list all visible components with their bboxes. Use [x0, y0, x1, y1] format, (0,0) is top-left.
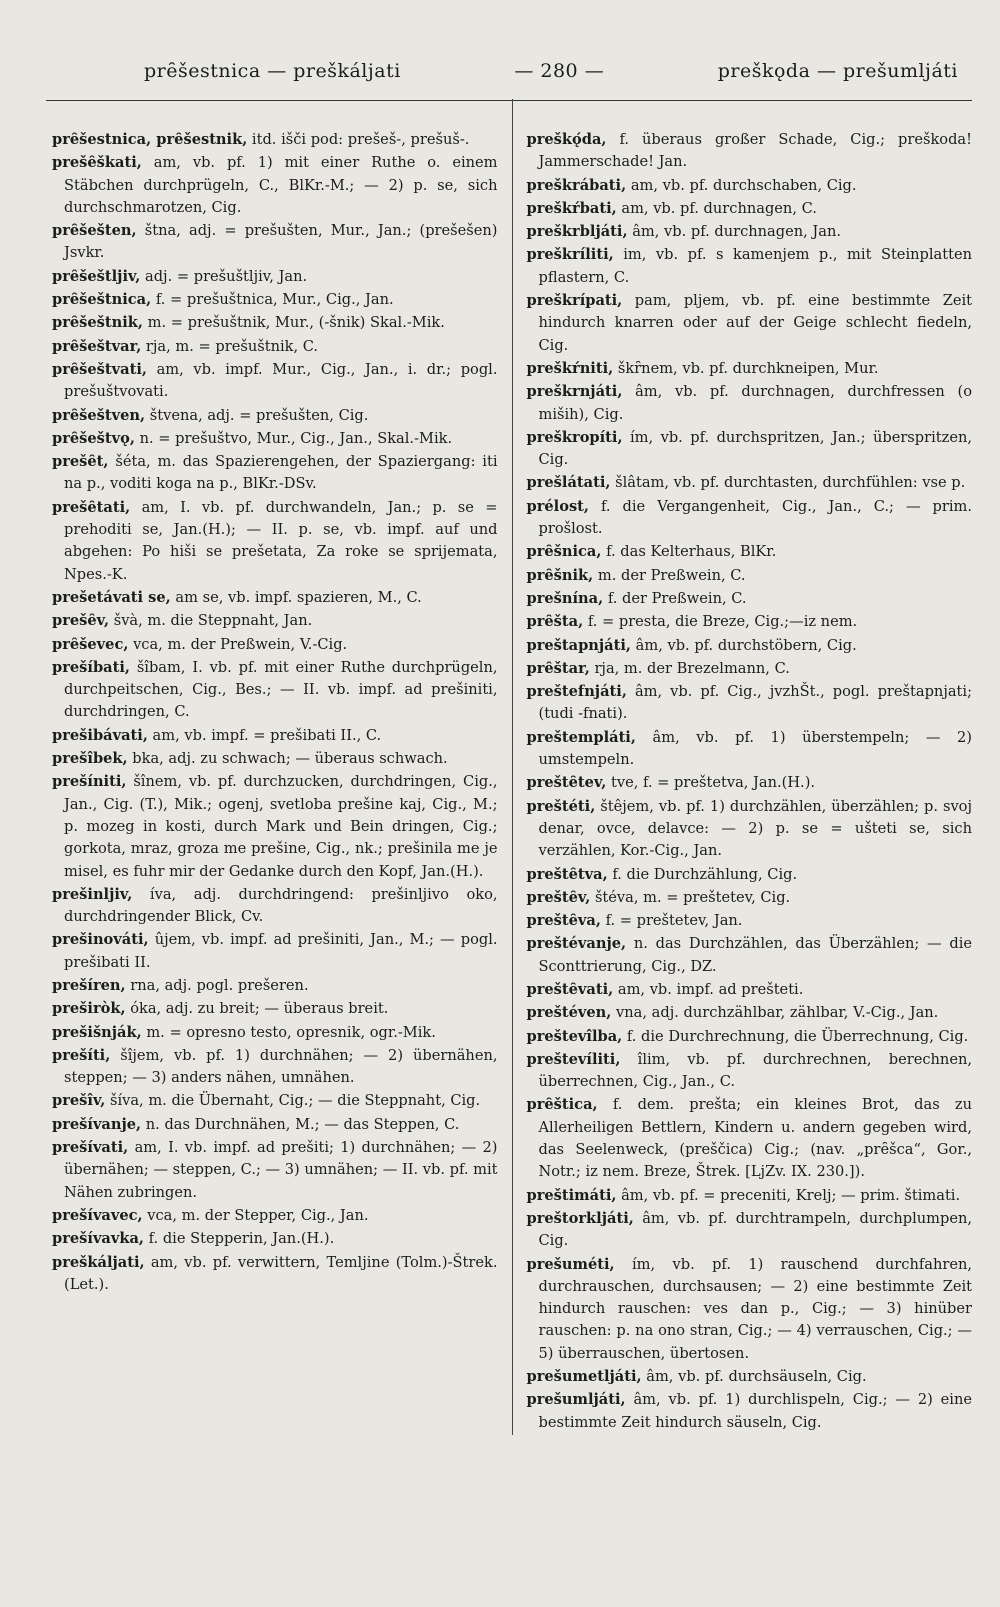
dictionary-entry	[52, 657, 498, 724]
entry-definition: pam, pljem, vb. pf. eine bestimmte Zeit hindurch knarren oder auf der Geige schlecht fiedeln, Cig.	[538, 292, 973, 354]
dictionary-entry	[52, 771, 498, 882]
entry-headword: prešívavka,	[52, 1230, 145, 1248]
entry-definition: f. dem. prešta; ein kleines Brot, das zu Allerheiligen Bettlern, Kindern u. andern gegeben wird, das Seelenweck, (preščica) Cig.; (nav. „prȇšca“, Gor., Notr.; iz nem. Breze, Štrek. [LjZv. IX. 230.]).	[538, 1096, 972, 1181]
dictionary-entry	[52, 1090, 498, 1112]
dictionary-entry	[52, 152, 498, 219]
entry-definition: f. = presta, die Breze, Cig.;—iz nem.	[587, 613, 858, 631]
dictionary-entry	[527, 1185, 973, 1207]
right-column	[527, 129, 973, 1435]
entry-headword: prešumljáti,	[526, 1391, 626, 1409]
entry-definition: âm, vb. pf. = preceniti, Krelj; — prim. štimati.	[621, 1186, 961, 1204]
dictionary-entry	[52, 610, 498, 632]
entry-headword: prešívavec,	[52, 1206, 143, 1224]
entry-headword: prešívanje,	[52, 1115, 142, 1133]
entry-headword: prešlátati,	[526, 474, 611, 492]
entry-definition: ím, vb. pf. 1) rauschend durchfahren, durchrauschen, durchsausen; — 2) eine bestimmte Zeit hindurch rauschen: ves dan p., Cig.; — 3) hinüber rauschen: p. na ono stran, Cig.; — 4) verrauschen, Cig.; — 5) überrauschen, übertosen.	[538, 1255, 972, 1362]
entry-definition: am, vb. impf. Mur., Cig., Jan., i. dr.; pogl. prešuštvovati.	[64, 360, 498, 401]
dictionary-entry	[527, 175, 973, 197]
dictionary-entry	[527, 129, 973, 174]
entry-definition: n. = prešuštvo, Mur., Cig., Jan., Skal.-Mik.	[139, 429, 453, 447]
dictionary-entry	[52, 1252, 498, 1297]
entry-headword: preštȇtva,	[526, 865, 608, 883]
entry-headword: prešîv,	[52, 1092, 106, 1110]
entry-definition: am, vb. impf. ad prešteti.	[617, 980, 804, 998]
dictionary-entry	[52, 359, 498, 404]
entry-headword: preškŕbati,	[526, 199, 617, 217]
entry-definition: am, vb. pf. durchschaben, Cig.	[630, 176, 857, 194]
entry-definition: âm, vb. pf. durchsäuseln, Cig.	[646, 1368, 867, 1386]
entry-definition: n. das Durchnähen, M.; — das Steppen, C.	[145, 1115, 460, 1133]
entry-definition: am, vb. pf. durchnagen, C.	[621, 199, 817, 217]
entry-definition: ûjem, vb. impf. ad prešiniti, Jan., M.; — pogl. prešibati II.	[64, 931, 498, 971]
entry-definition: f. = prešuštnica, Mur., Cig., Jan.	[155, 291, 394, 309]
dictionary-entry	[527, 198, 973, 220]
entry-headword: preštȇv,	[526, 888, 591, 906]
entry-definition: am, I. vb. impf. ad prešiti; 1) durchnähen; — 2) übernähen; — steppen, C.; — 3) umnähen; — II. vb. pf. mit Nähen zubringen.	[64, 1139, 498, 1201]
dictionary-entry	[52, 587, 498, 609]
dictionary-entry	[527, 541, 973, 563]
dictionary-entry	[527, 635, 973, 657]
dictionary-entry	[52, 975, 498, 997]
entry-definition: am se, vb. impf. spazieren, M., C.	[175, 588, 422, 606]
entry-headword: prȇšeštvǫ,	[52, 429, 135, 447]
entry-headword: preškáljati,	[52, 1253, 145, 1271]
entry-headword: prešȇt,	[52, 453, 109, 471]
entry-definition: rja, m. der Brezelmann, C.	[594, 659, 790, 677]
entry-definition: vna, adj. durchzählbar, zählbar, V.-Cig., Jan.	[616, 1004, 939, 1022]
entry-headword: preširòk,	[52, 1000, 126, 1018]
entry-definition: šíva, m. die Übernaht, Cig.; — die Steppnaht, Cig.	[109, 1092, 481, 1110]
entry-definition: vca, m. der Preßwein, V.-Cig.	[133, 635, 348, 653]
entry-headword: preštévanje,	[526, 935, 627, 953]
entry-headword: preškríliti,	[526, 246, 614, 264]
entry-headword: preštapnjáti,	[526, 636, 632, 654]
entry-headword: preštȇva,	[526, 912, 601, 930]
entry-headword: prešíniti,	[52, 773, 127, 791]
entry-headword: preškrábati,	[526, 176, 627, 194]
entry-definition: îlim, vb. pf. durchrechnen, berechnen, überrechnen, Cig., Jan., C.	[538, 1050, 972, 1091]
entry-definition: škȓnem, vb. pf. durchkneipen, Mur.	[617, 359, 879, 377]
dictionary-entry	[527, 290, 973, 357]
dictionary-entry	[52, 289, 498, 311]
entry-headword: preštefnjáti,	[526, 683, 627, 701]
entry-definition: švà, m. die Steppnaht, Jan.	[113, 612, 313, 630]
entry-definition: n. das Durchzählen, das Überzählen; — die Sconttrierung, Cig., DZ.	[538, 935, 972, 975]
entry-headword: prešȇškati,	[52, 154, 142, 172]
dictionary-entry	[527, 358, 973, 380]
header-left-guide-words: prȇšestnica — preškáljati	[144, 60, 401, 82]
entry-headword: preškrípati,	[526, 292, 623, 310]
entry-definition: f. die Durchrechnung, die Überrechnung, Cig.	[626, 1027, 969, 1045]
entry-headword: preštéti,	[526, 797, 596, 815]
entry-definition: f. die Vergangenheit, Cig., Jan., C.; — prim. prošlost.	[538, 497, 973, 538]
entry-definition: âm, vb. pf. 1) durchlispeln, Cig.; — 2) eine bestimmte Zeit hindurch säuseln, Cig.	[538, 1391, 972, 1431]
dictionary-entry	[527, 772, 973, 794]
dictionary-entry	[527, 796, 973, 863]
dictionary-entry	[527, 979, 973, 1001]
entry-headword: prȇštica,	[526, 1096, 598, 1114]
entry-definition: štna, adj. = prešušten, Mur., Jan.; (prešešen) Jsvkr.	[64, 222, 498, 262]
entry-headword: preškropíti,	[526, 428, 623, 446]
entry-headword: prešȇtati,	[52, 498, 131, 516]
entry-headword: prȇšešten,	[52, 222, 137, 240]
dictionary-entry	[52, 1228, 498, 1250]
entry-definition: tve, f. = preštetva, Jan.(H.).	[610, 774, 816, 792]
entry-definition: am, vb. pf. verwittern, Temljine (Tolm.)-Štrek.(Let.).	[64, 1253, 498, 1293]
dictionary-entry	[52, 129, 498, 151]
entry-definition: f. das Kelterhaus, BlKr.	[606, 543, 777, 561]
dictionary-entry	[52, 405, 498, 427]
entry-definition: âm, vb. pf. durchtrampeln, durchplumpen, Cig.	[538, 1209, 972, 1250]
entry-definition: f. = preštetev, Jan.	[605, 912, 743, 930]
entry-headword: prȇšeštvati,	[52, 360, 147, 378]
dictionary-entry	[52, 336, 498, 358]
dictionary-entry	[527, 658, 973, 680]
entry-definition: štêjem, vb. pf. 1) durchzählen, überzählen; p. svoj denar, ovce, delavce: — 2) p. se = ušteti se, sich verzählen, Kor.-Cig., Jan.	[538, 797, 972, 860]
entry-definition: f. der Preßwein, C.	[607, 589, 747, 607]
entry-definition: itd. išči pod: prešeš-, prešuš-.	[251, 131, 470, 148]
entry-headword: prešȇv,	[52, 612, 110, 630]
entry-definition: âm, vb. pf. durchstöbern, Cig.	[635, 636, 857, 654]
dictionary-entry	[52, 725, 498, 747]
entry-headword: prȇštar,	[526, 659, 590, 677]
dictionary-entry	[527, 496, 973, 541]
dictionary-entry	[52, 1205, 498, 1227]
dictionary-entry	[527, 611, 973, 633]
entry-definition: f. überaus großer Schade, Cig.; preškoda! Jammerschade! Jan.	[538, 131, 972, 171]
entry-definition: rna, adj. pogl. prešeren.	[130, 976, 309, 994]
dictionary-entry	[527, 681, 973, 726]
entry-headword: prešnína,	[526, 589, 604, 607]
dictionary-entry	[527, 1208, 973, 1253]
entry-definition: šîbam, I. vb. pf. mit einer Ruthe durchprügeln, durchpeitschen, Cig., Bes.; — II. vb. impf. ad prešiniti, durchdringen, C.	[64, 658, 498, 721]
entry-headword: prȇšta,	[526, 613, 584, 631]
entry-headword: prešinljiv,	[52, 885, 133, 903]
entry-definition: šlâtam, vb. pf. durchtasten, durchfühlen: vse p.	[615, 474, 966, 492]
dictionary-entry	[52, 1022, 498, 1044]
entry-headword: prešibávati,	[52, 726, 148, 744]
entry-definition: vca, m. der Stepper, Cig., Jan.	[147, 1206, 369, 1224]
dictionary-entry	[52, 220, 498, 265]
entry-headword: prešíbati,	[52, 658, 130, 676]
column-divider	[512, 99, 513, 1435]
entry-headword: preštimáti,	[526, 1186, 617, 1204]
entry-definition: íva, adj. durchdringend: prešinljivo oko, durchdringender Blick, Cv.	[64, 885, 498, 926]
two-column-body	[46, 129, 972, 1435]
dictionary-entry	[527, 1366, 973, 1388]
entry-headword: prélost,	[526, 497, 589, 515]
entry-headword: prešinováti,	[52, 931, 149, 949]
entry-headword: prȇševec,	[52, 635, 129, 653]
entry-headword: prȇšeštnica,	[52, 291, 152, 309]
entry-definition: f. die Durchzählung, Cig.	[612, 865, 798, 883]
entry-definition: f. die Stepperin, Jan.(H.).	[148, 1230, 335, 1248]
entry-definition: štéva, m. = preštetev, Cig.	[594, 888, 791, 906]
entry-definition: šîjem, vb. pf. 1) durchnähen; — 2) übernähen, steppen; — 3) anders nähen, umnähen.	[64, 1046, 498, 1087]
entry-headword: prešetávati se,	[52, 588, 171, 606]
entry-definition: m. = prešuštnik, Mur., (-šnik) Skal.-Mik.	[147, 314, 445, 332]
dictionary-entry	[52, 266, 498, 288]
dictionary-entry	[52, 929, 498, 974]
dictionary-entry	[527, 1094, 973, 1183]
entry-definition: âm, vb. pf. 1) überstempeln; — 2) umstempeln.	[538, 728, 973, 769]
running-head	[46, 60, 972, 96]
entry-headword: prȇšestnica, prȇšestnik,	[52, 131, 248, 148]
dictionary-entry	[52, 884, 498, 929]
dictionary-entry	[527, 1049, 973, 1094]
entry-definition: âm, vb. pf. durchnagen, durchfressen (o miših), Cig.	[538, 383, 972, 423]
entry-definition: im, vb. pf. s kamenjem p., mit Steinplatten pflastern, C.	[538, 246, 972, 286]
entry-headword: preškǫ́da,	[526, 131, 607, 148]
dictionary-entry	[52, 1137, 498, 1204]
page-number: — 280 —	[514, 60, 605, 82]
entry-headword: prešišnják,	[52, 1023, 142, 1041]
entry-definition: m. der Preßwein, C.	[597, 566, 746, 584]
header-rule	[46, 100, 972, 101]
entry-headword: preštȇvati,	[526, 980, 614, 998]
dictionary-entry	[52, 998, 498, 1020]
dictionary-entry	[527, 727, 973, 772]
entry-headword: preštempláti,	[526, 728, 636, 746]
entry-definition: bka, adj. zu schwach; — überaus schwach.	[132, 750, 448, 768]
entry-definition: ím, vb. pf. durchspritzen, Jan.; überspritzen, Cig.	[538, 428, 973, 469]
dictionary-entry	[52, 428, 498, 450]
entry-definition: âm, vb. pf. durchnagen, Jan.	[632, 223, 842, 241]
entry-definition: šînem, vb. pf. durchzucken, durchdringen, Cig., Jan., Cig. (T.), Mik.; ogenj, svetloba prešine kaj, Cig., M.; p. mozeg in kosti, durch Mark und Bein dringen, Cig.; gorkota, mraz, groza me prešine, Cig., nk.; prešinila me je misel, es fuhr mir der Gedanke durch den Kopf, Jan.(H.).	[64, 773, 498, 880]
entry-headword: preškrbljáti,	[526, 223, 628, 241]
entry-definition: štvena, adj. = prešušten, Cig.	[149, 406, 369, 424]
dictionary-entry	[527, 910, 973, 932]
entry-headword: prȇšeštnik,	[52, 314, 143, 332]
entry-headword: preškŕniti,	[526, 359, 614, 377]
entry-headword: prešumetljáti,	[526, 1368, 642, 1386]
entry-headword: preštorkljáti,	[526, 1209, 634, 1227]
dictionary-entry	[527, 565, 973, 587]
entry-definition: m. = opresno testo, opresnik, ogr.-Mik.	[146, 1023, 436, 1041]
entry-definition: am, I. vb. pf. durchwandeln, Jan.; p. se = prehoditi se, Jan.(H.); — II. p. se, vb. impf. auf und abgehen: Po hiši se prešetata, Za roke se sprijemata, Npes.-K.	[64, 498, 498, 583]
entry-definition: am, vb. impf. = prešibati II., C.	[152, 726, 382, 744]
dictionary-entry	[527, 887, 973, 909]
dictionary-entry	[527, 472, 973, 494]
dictionary-entry	[527, 221, 973, 243]
dictionary-entry	[527, 1002, 973, 1024]
dictionary-entry	[527, 1026, 973, 1048]
dictionary-entry	[527, 933, 973, 978]
entry-headword: preštevîlba,	[526, 1027, 623, 1045]
entry-headword: prešîbek,	[52, 750, 128, 768]
dictionary-entry	[527, 427, 973, 472]
dictionary-entry	[52, 451, 498, 496]
dictionary-entry	[527, 864, 973, 886]
entry-headword: prešíti,	[52, 1046, 111, 1064]
entry-headword: prȇšeštljiv,	[52, 267, 141, 285]
entry-headword: prȇšnica,	[526, 543, 602, 561]
entry-definition: âm, vb. pf. Cig., jvzhŠt., pogl. preštapnjati; (tudi -fnati).	[538, 683, 972, 723]
dictionary-entry	[527, 1389, 973, 1434]
entry-headword: prešíren,	[52, 976, 126, 994]
entry-headword: prešívati,	[52, 1139, 129, 1157]
entry-definition: adj. = prešuštljiv, Jan.	[145, 267, 308, 285]
entry-headword: prešuméti,	[526, 1255, 615, 1273]
dictionary-entry	[527, 588, 973, 610]
dictionary-entry	[527, 1254, 973, 1365]
entry-definition: am, vb. pf. 1) mit einer Ruthe o. einem Stäbchen durchprügeln, C., BlKr.-M.; — 2) p. se, sich durchschmarotzen, Cig.	[64, 154, 498, 216]
entry-headword: preštéven,	[526, 1004, 612, 1022]
header-right-guide-words: preškǫda — prešumljáti	[717, 60, 958, 82]
dictionary-entry	[52, 497, 498, 586]
dictionary-entry	[52, 748, 498, 770]
entry-definition: rja, m. = prešuštnik, C.	[145, 337, 319, 355]
entry-headword: preškrnjáti,	[526, 383, 623, 401]
dictionary-entry	[52, 312, 498, 334]
left-column	[46, 129, 498, 1435]
entry-headword: preštevíliti,	[526, 1050, 621, 1068]
dictionary-entry	[527, 381, 973, 426]
dictionary-entry	[52, 1114, 498, 1136]
entry-headword: preštȇtev,	[526, 774, 607, 792]
dictionary-entry	[52, 634, 498, 656]
entry-definition: šéta, m. das Spazierengehen, der Spaziergang: iti na p., voditi koga na p., BlKr.-DSv.	[64, 453, 498, 493]
entry-headword: prȇšnik,	[526, 566, 594, 584]
entry-headword: prȇšeštvar,	[52, 337, 142, 355]
dictionary-entry	[527, 244, 973, 289]
dictionary-entry	[52, 1045, 498, 1090]
entry-headword: prȇšeštven,	[52, 406, 146, 424]
entry-definition: óka, adj. zu breit; — überaus breit.	[130, 1000, 389, 1018]
